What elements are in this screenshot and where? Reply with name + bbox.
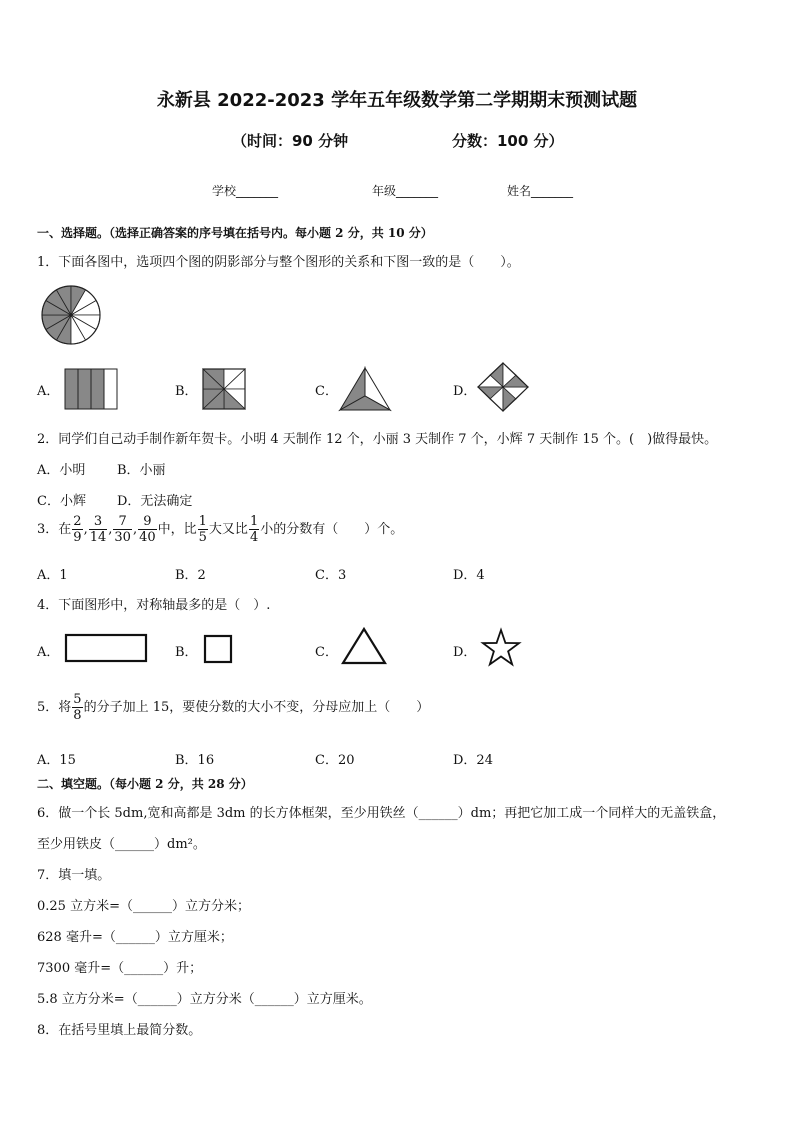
q3-text	[37, 514, 403, 545]
q4-star-figure	[480, 627, 522, 669]
q3-fraction-4-denominator: 40	[139, 530, 156, 545]
q3-suffix: 小的分数有（ ）个。	[260, 522, 404, 537]
q7-line-2: 628 毫升=（______）立方厘米；	[37, 930, 233, 945]
q7-line-3: 7300 毫升=（______）升；	[37, 961, 203, 976]
q5-text	[37, 692, 429, 723]
q2-option-c: C．小辉	[37, 494, 86, 509]
q4-triangle-figure	[340, 626, 388, 666]
q4-square-figure	[203, 634, 233, 664]
q1-option-d-label: D．	[453, 384, 477, 399]
q3-mid1: 中，比	[157, 522, 197, 537]
q3-sep: ,	[108, 522, 113, 537]
page-title: 永新县 2022-2023 学年五年级数学第二学期期末预测试题	[156, 90, 638, 111]
q1-option-a-figure	[64, 368, 120, 410]
q3-fraction-3	[113, 514, 132, 545]
q1-option-c-figure	[338, 366, 392, 412]
q2-option-b: B．小丽	[117, 463, 166, 478]
q3-fraction-4-numerator: 9	[138, 514, 157, 530]
q8-title: 8．在括号里填上最简分数。	[37, 1023, 202, 1038]
q5-fraction-denominator: 8	[73, 708, 82, 723]
q1-option-b-label: B．	[175, 384, 198, 399]
q4-option-d-label: D．	[453, 645, 477, 660]
exam-score: 分数：100 分）	[452, 132, 564, 150]
q4-text: 4．下面图形中，对称轴最多的是（ ）.	[37, 598, 271, 613]
q1-text: 1．下面各图中，选项四个图的阴影部分与整个图形的关系和下图一致的是（ ）。	[37, 255, 520, 270]
q4-rectangle-figure	[64, 633, 148, 663]
q7-line-1: 0.25 立方米=（______）立方分米；	[37, 899, 250, 914]
q2-option-d: D．无法确定	[117, 494, 193, 509]
q3-fraction-2	[89, 514, 108, 545]
q3-fraction-1-denominator: 9	[73, 530, 82, 545]
q3-fraction-1-numerator: 2	[73, 514, 82, 529]
q3-option-a: A．1	[37, 568, 68, 583]
q5-option-a: A．15	[37, 753, 76, 768]
q3-fraction-upper-numerator: 1	[249, 514, 259, 529]
q7-title: 7．填一填。	[37, 868, 111, 883]
q3-prefix: 3．在	[37, 522, 72, 537]
q3-fraction-4	[138, 514, 157, 545]
q5-fraction-numerator: 5	[73, 692, 82, 707]
q5-prefix: 5．将	[37, 700, 72, 715]
q1-option-c-label: C．	[315, 384, 338, 399]
q3-mid2: 大又比	[208, 522, 248, 537]
q1-option-d-figure	[476, 362, 530, 412]
q1-option-a-label: A．	[37, 384, 60, 399]
q3-fraction-3-numerator: 7	[113, 514, 132, 530]
q6-line-1: 6．做一个长 5dm,宽和高都是 3dm 的长方体框架，至少用铁丝（______）dm；再把它加工成一个同样大的无盖铁盒，	[37, 806, 726, 821]
q7-line-4: 5.8 立方分米=（______）立方分米（______）立方厘米。	[37, 992, 372, 1007]
name-field: 姓名_______	[507, 184, 574, 198]
school-field: 学校_______	[212, 184, 279, 198]
q3-fraction-upper-denominator: 4	[249, 530, 259, 545]
q3-fraction-lower-denominator: 5	[198, 530, 207, 545]
q4-option-c-label: C．	[315, 645, 338, 660]
grade-field: 年级_______	[372, 184, 439, 198]
q3-fraction-lower	[198, 514, 208, 545]
q5-fraction	[72, 692, 82, 723]
section2-heading: 二、填空题。（每小题 2 分，共 28 分）	[37, 777, 253, 791]
q2-text: 2．同学们自己动手制作新年贺卡。小明 4 天制作 12 个，小丽 3 天制作 7 个，小辉 7 天制作 15 个。( )做得最快。	[37, 432, 718, 447]
q4-option-a-label: A．	[37, 645, 60, 660]
q3-option-c: C．3	[315, 568, 347, 583]
q5-suffix: 的分子加上 15，要使分数的大小不变，分母应加上（ ）	[83, 700, 430, 715]
q4-option-b-label: B．	[175, 645, 198, 660]
q5-option-d: D．24	[453, 753, 493, 768]
q5-option-c: C．20	[315, 753, 355, 768]
q3-option-b: B．2	[175, 568, 206, 583]
exam-time: （时间：90 分钟	[232, 132, 349, 150]
q3-fraction-3-denominator: 30	[114, 530, 131, 545]
q5-option-b: B．16	[175, 753, 215, 768]
q1-option-b-figure	[202, 368, 246, 410]
q3-fraction-2-denominator: 14	[89, 530, 107, 545]
q2-option-a: A．小明	[37, 463, 86, 478]
q6-line-2: 至少用铁皮（______）dm²。	[37, 837, 206, 852]
q3-sep: ,	[132, 522, 138, 537]
q3-fraction-upper	[249, 514, 259, 545]
section1-heading: 一、选择题。（选择正确答案的序号填在括号内。每小题 2 分，共 10 分）	[37, 226, 433, 240]
q3-fraction-1	[72, 514, 82, 545]
q1-reference-circle-figure	[40, 284, 102, 346]
q3-fraction-2-numerator: 3	[89, 514, 108, 530]
q3-sep: ,	[83, 522, 88, 537]
q3-option-d: D．4	[453, 568, 485, 583]
q3-fraction-lower-numerator: 1	[198, 514, 207, 529]
